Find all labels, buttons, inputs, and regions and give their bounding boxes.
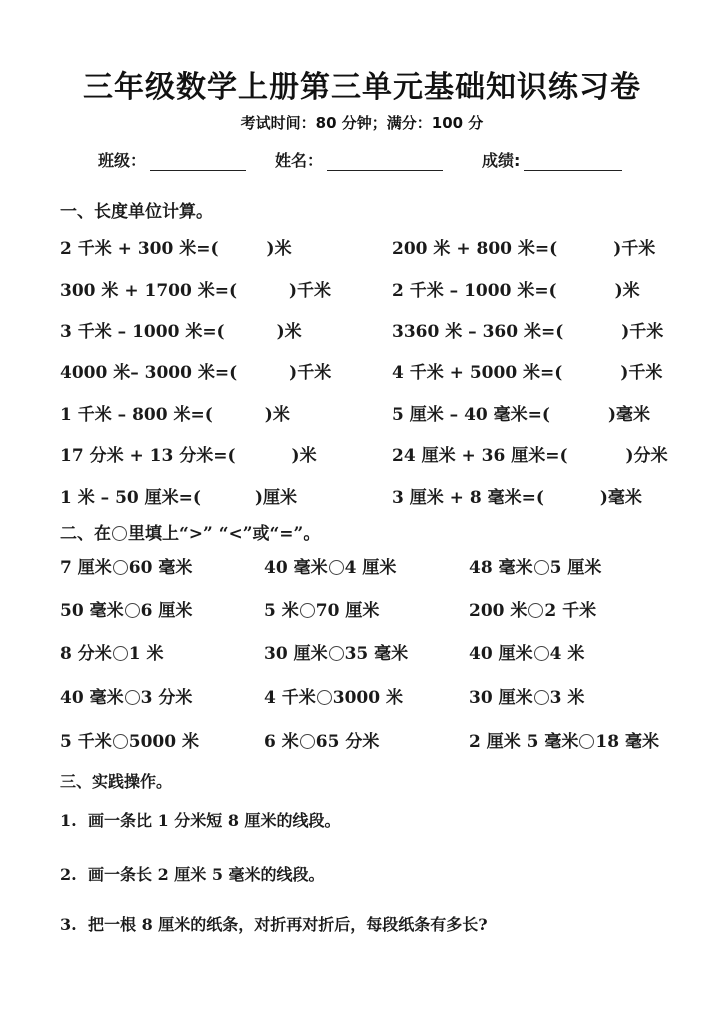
compare-circle[interactable] <box>113 560 128 575</box>
calc-item: 3 厘米 + 8 毫米=( )毫米 <box>392 488 642 508</box>
task-item: 2. 画一条长 2 厘米 5 毫米的线段。 <box>60 865 325 884</box>
compare-circle[interactable] <box>534 646 549 661</box>
calc-item: 24 厘米 + 36 厘米=( )分米 <box>392 446 668 466</box>
compare-circle[interactable] <box>534 690 549 705</box>
section3-heading: 三、实践操作。 <box>60 772 173 791</box>
compare-item: 30 厘米 3 米 <box>469 688 585 708</box>
compare-circle[interactable] <box>113 734 128 749</box>
compare-item: 7 厘米 60 毫米 <box>60 558 193 578</box>
task-item: 3. 把一根 8 厘米的纸条，对折再对折后，每段纸条有多长? <box>60 915 488 934</box>
compare-item: 200 米 2 千米 <box>469 601 597 621</box>
calc-item: 4 千米 + 5000 米=( )千米 <box>392 363 663 383</box>
compare-item: 40 厘米 4 米 <box>469 644 585 664</box>
compare-item: 48 毫米 5 厘米 <box>469 558 602 578</box>
compare-item: 8 分米 1 米 <box>60 644 164 664</box>
name-field[interactable] <box>275 148 443 171</box>
score-field[interactable] <box>482 148 622 171</box>
calc-item: 1 千米 – 800 米=( )米 <box>60 405 290 425</box>
calc-item: 300 米 + 1700 米=( )千米 <box>60 281 332 301</box>
compare-circle[interactable] <box>113 646 128 661</box>
calc-item: 3 千米 – 1000 米=( )米 <box>60 322 302 342</box>
compare-circle[interactable] <box>125 690 140 705</box>
compare-circle[interactable] <box>329 560 344 575</box>
class-field[interactable] <box>98 148 246 171</box>
calc-item: 3360 米 – 360 米=( )千米 <box>392 322 664 342</box>
calc-item: 1 米 – 50 厘米=( )厘米 <box>60 488 297 508</box>
compare-item: 40 毫米 4 厘米 <box>264 558 397 578</box>
score-label: 成绩: <box>482 151 521 170</box>
compare-circle[interactable] <box>125 603 140 618</box>
compare-item: 6 米 65 分米 <box>264 732 380 752</box>
compare-item: 5 米 70 厘米 <box>264 601 380 621</box>
compare-item: 2 厘米 5 毫米 18 毫米 <box>469 732 659 752</box>
calc-item: 2 千米 – 1000 米=( )米 <box>392 281 640 301</box>
calc-item: 2 千米 + 300 米=( )米 <box>60 239 292 259</box>
compare-circle[interactable] <box>300 603 315 618</box>
class-label: 班级： <box>98 151 147 170</box>
compare-circle[interactable] <box>300 734 315 749</box>
name-blank[interactable] <box>327 152 443 171</box>
section1-heading: 一、长度单位计算。 <box>60 202 213 222</box>
compare-circle[interactable] <box>528 603 543 618</box>
score-blank[interactable] <box>524 152 622 171</box>
compare-item: 30 厘米 35 毫米 <box>264 644 409 664</box>
compare-item: 5 千米 5000 米 <box>60 732 199 752</box>
compare-circle[interactable] <box>579 734 594 749</box>
compare-item: 4 千米 3000 米 <box>264 688 403 708</box>
calc-item: 5 厘米 – 40 毫米=( )毫米 <box>392 405 650 425</box>
section2-heading: 二、在 里填上“>” “<”或“=”。 <box>60 524 321 544</box>
calc-item: 17 分米 + 13 分米=( )米 <box>60 446 317 466</box>
name-label: 姓名： <box>275 151 324 170</box>
page-title: 三年级数学上册第三单元基础知识练习卷 <box>83 70 641 105</box>
compare-circle[interactable] <box>329 646 344 661</box>
calc-item: 4000 米– 3000 米=( )千米 <box>60 363 332 383</box>
class-blank[interactable] <box>150 152 246 171</box>
compare-circle[interactable] <box>534 560 549 575</box>
circle-icon <box>112 526 127 541</box>
calc-item: 200 米 + 800 米=( )千米 <box>392 239 656 259</box>
compare-circle[interactable] <box>317 690 332 705</box>
task-item: 1. 画一条比 1 分米短 8 厘米的线段。 <box>60 811 341 830</box>
exam-info: 考试时间：80 分钟；满分：100 分 <box>240 114 484 132</box>
compare-item: 50 毫米 6 厘米 <box>60 601 193 621</box>
compare-item: 40 毫米 3 分米 <box>60 688 193 708</box>
